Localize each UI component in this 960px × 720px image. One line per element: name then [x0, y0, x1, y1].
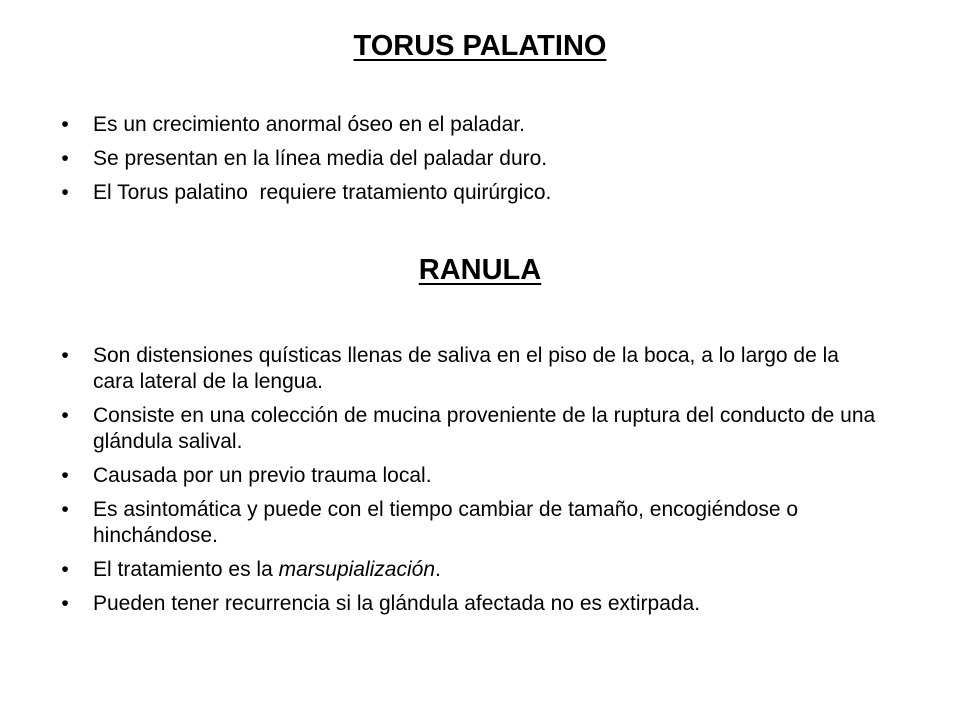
list-item: [58, 557, 878, 583]
list-item-text: El Torus palatino requiere tratamiento quirúrgico.: [93, 181, 552, 204]
bullet-icon: •: [61, 558, 69, 581]
list-item-text: Se presentan en la línea media del paladar duro.: [93, 147, 548, 170]
bullet-icon: •: [61, 498, 69, 521]
list-item: [58, 463, 878, 489]
list-item-text: Causada por un previo trauma local.: [93, 464, 432, 487]
bullet-icon: •: [61, 592, 69, 615]
list-item: [58, 146, 878, 172]
list-item-text: Es asintomática y puede con el tiempo cambiar de tamaño, encogiéndose o hinchándose.: [93, 498, 799, 547]
list-item: [58, 343, 878, 395]
treatment-emphasis: marsupialización: [278, 558, 435, 581]
list-item-text: [93, 558, 441, 581]
treatment-period: .: [435, 558, 441, 581]
list-item-text: Es un crecimiento anormal óseo en el paladar.: [93, 113, 525, 136]
list-item: [58, 112, 878, 138]
torus-palatino-list: [58, 112, 878, 214]
ranula-list: [58, 343, 878, 625]
bullet-icon: •: [61, 147, 69, 170]
bullet-icon: •: [61, 464, 69, 487]
list-item-text: Son distensiones quísticas llenas de saliva en el piso de la boca, a lo largo de la cara lateral de la lengua.: [93, 344, 839, 393]
list-item: [58, 591, 878, 617]
torus-palatino-heading: TORUS PALATINO: [353, 30, 607, 62]
bullet-icon: •: [61, 404, 69, 427]
ranula-heading: RANULA: [418, 254, 542, 286]
list-item: [58, 180, 878, 206]
bullet-icon: •: [61, 113, 69, 136]
list-item: [58, 403, 878, 455]
bullet-icon: •: [61, 344, 69, 367]
bullet-icon: •: [61, 181, 69, 204]
list-item-text: Pueden tener recurrencia si la glándula afectada no es extirpada.: [93, 592, 701, 615]
treatment-text: El tratamiento es la: [93, 558, 279, 581]
list-item-text: Consiste en una colección de mucina proveniente de la ruptura del conducto de una glándula salival.: [93, 404, 876, 453]
list-item: [58, 497, 878, 549]
